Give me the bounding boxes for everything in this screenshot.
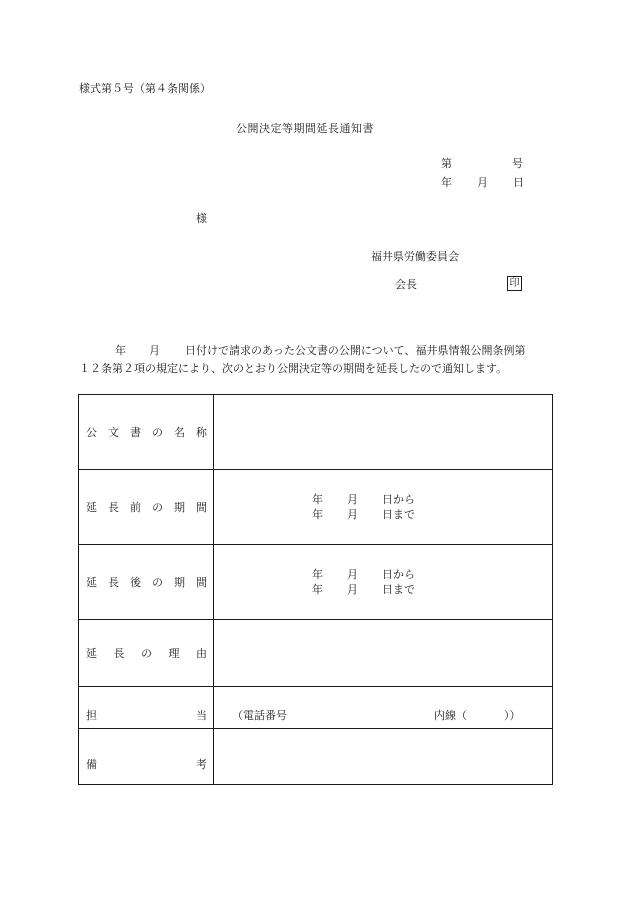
- label-char: 称: [196, 426, 207, 439]
- remarks-label: [79, 729, 214, 785]
- label-char: の: [152, 501, 163, 514]
- extension-reason-label: [79, 620, 214, 687]
- period-month: 月: [347, 583, 358, 596]
- label-char: 後: [130, 576, 141, 589]
- table-row: [79, 545, 553, 620]
- seal-mark: 印: [507, 276, 522, 291]
- contact-person-field[interactable]: [214, 687, 553, 729]
- period-day-to: 日まで: [382, 508, 415, 521]
- period-before-label: [79, 470, 214, 545]
- sender-organization: 福井県労働委員会: [371, 250, 459, 263]
- date-day-label: 日: [513, 176, 524, 189]
- extension-reason-field[interactable]: [214, 620, 553, 687]
- period-month: 月: [347, 568, 358, 581]
- addressee-suffix: 様: [196, 212, 207, 225]
- label-char: 間: [196, 501, 207, 514]
- label-char: 由: [196, 647, 207, 660]
- date-year-label: 年: [441, 176, 452, 189]
- label-char: の: [152, 426, 163, 439]
- label-char: 延: [86, 647, 97, 660]
- document-number-label: 第: [441, 157, 452, 170]
- phone-number-label: （電話番号: [232, 709, 287, 722]
- label-char: 書: [130, 426, 141, 439]
- period-to-line: [312, 582, 552, 597]
- period-from-line: [312, 567, 552, 582]
- period-day-to: 日まで: [382, 583, 415, 596]
- table-row: [79, 470, 553, 545]
- label-char: 考: [196, 757, 207, 771]
- period-after-field[interactable]: [214, 545, 553, 620]
- label-char: 延: [86, 576, 97, 589]
- table-row: [79, 687, 553, 729]
- label-char: 期: [174, 576, 185, 589]
- label-char: 間: [196, 576, 207, 589]
- label-char: 備: [86, 757, 97, 771]
- label-char: 当: [196, 708, 207, 722]
- period-to-line: [312, 507, 552, 522]
- label-char: 理: [168, 647, 180, 660]
- period-month: 月: [347, 508, 358, 521]
- info-table: [78, 394, 553, 785]
- body-line-2: １２条第２項の規定により、次のとおり公開決定等の期間を延長したので通知します。: [79, 362, 508, 375]
- sender-title: 会長: [395, 278, 417, 291]
- label-char: の: [141, 647, 152, 660]
- period-day-from: 日から: [382, 493, 415, 506]
- body-line-1-text: 日付けで請求のあった公文書の公開について、福井県情報公開条例第: [185, 344, 526, 357]
- form-number: 様式第５号（第４条関係）: [79, 82, 211, 95]
- period-year: 年: [312, 568, 323, 581]
- label-char: 公: [86, 426, 97, 439]
- period-year: 年: [312, 493, 323, 506]
- period-year: 年: [312, 508, 323, 521]
- document-name-label: [79, 395, 214, 470]
- document-number-suffix: 号: [512, 157, 523, 170]
- label-char: 前: [130, 501, 141, 514]
- table-row: [79, 395, 553, 470]
- period-from-line: [312, 492, 552, 507]
- label-char: 名: [174, 426, 185, 439]
- extension-label: 内線（: [434, 709, 467, 722]
- label-char: 文: [108, 426, 119, 439]
- label-char: 延: [86, 501, 97, 514]
- period-year: 年: [312, 583, 323, 596]
- document-title: 公開決定等期間延長通知書: [236, 122, 374, 135]
- remarks-field[interactable]: [214, 729, 553, 785]
- contact-person-label: [79, 687, 214, 729]
- body-year-label: 年: [115, 344, 126, 357]
- period-after-label: [79, 545, 214, 620]
- date-month-label: 月: [477, 176, 488, 189]
- table-row: [79, 729, 553, 785]
- label-char: 長: [108, 501, 119, 514]
- period-month: 月: [347, 493, 358, 506]
- document-name-field[interactable]: [214, 395, 553, 470]
- label-char: 長: [113, 647, 125, 660]
- period-day-from: 日から: [382, 568, 415, 581]
- table-row: [79, 620, 553, 687]
- label-char: 担: [86, 708, 97, 722]
- label-char: の: [152, 576, 163, 589]
- extension-close: ））: [504, 709, 521, 722]
- period-before-field[interactable]: [214, 470, 553, 545]
- body-month-label: 月: [149, 344, 160, 357]
- label-char: 期: [174, 501, 185, 514]
- label-char: 長: [108, 576, 119, 589]
